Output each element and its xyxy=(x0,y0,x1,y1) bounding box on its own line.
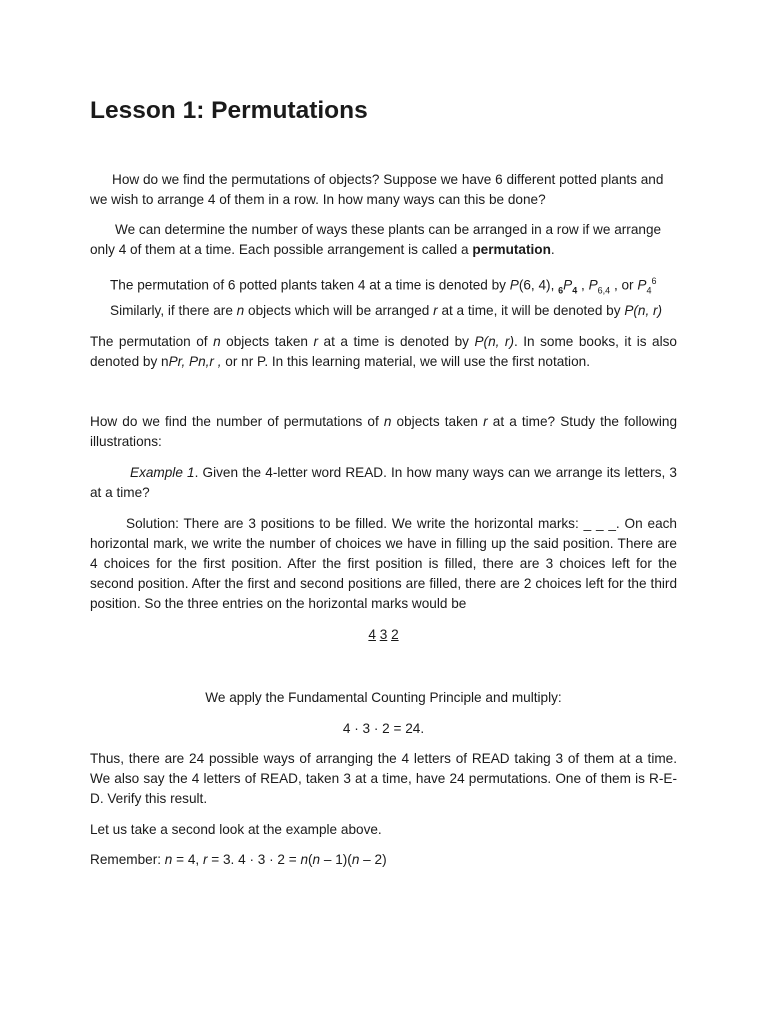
paragraph-fcp: We apply the Fundamental Counting Principle and multiply: xyxy=(205,690,562,705)
paragraph-question: How do we find the number of permutations of n objects taken r at a time? Study the following illustrations: xyxy=(90,414,678,449)
term-permutation: permutation xyxy=(472,242,551,257)
paragraph-second-look: Let us take a second look at the example above. xyxy=(90,822,382,837)
entry-first: 4 xyxy=(368,627,376,642)
entries-line xyxy=(90,625,677,645)
paragraph-remember: Remember: n = 4, r = 3. 4 · 3 · 2 = n(n – 1)(n – 2) xyxy=(90,852,387,867)
paragraph-intro: How do we find the permutations of objects? Suppose we have 6 different potted plants and we wish to arrange 4 of them in a row. In how many ways can this be done? xyxy=(90,172,664,207)
paragraph-notation: The permutation of 6 potted plants taken 4 at a time is denoted by P(6, 4), $_6P_4$ , $P_{6,4}$ , or $P_4^6$ xyxy=(110,276,657,296)
entry-second: 3 xyxy=(379,627,388,642)
example-label: Example 1 xyxy=(130,465,195,480)
paragraph-definition: We can determine the number of ways these plants can be arranged in a row if we arrange only 4 of them at a time. Each possible arrangement is called a permutation. xyxy=(90,222,662,257)
entry-third: 2 xyxy=(391,627,399,642)
equation-product: 4 · 3 · 2 = 24. xyxy=(342,721,425,736)
paragraph-general-notation: Similarly, if there are n objects which will be arranged r at a time, it will be denoted by P(n, r) xyxy=(110,303,663,318)
paragraph-conclusion: Thus, there are 24 possible ways of arranging the 4 letters of READ taking 3 of them at a time. We also say the 4 letters of READ, taken 3 at a time, have 24 permutations. One of them is R-E-D. Verify this result. xyxy=(90,751,677,806)
page-title: Lesson 1: Permutations xyxy=(90,97,368,124)
paragraph-solution: Solution: There are 3 positions to be filled. We write the horizontal marks: _ _ _. On each horizontal mark, we write the number of choices we have in filling up the said position. There are 4 choices for the first position. After the first position is filled, there are 3 choices left for the second position. After the first and second positions are filled, there are 2 choices left for the third position. So the three entries on the horizontal marks would be xyxy=(90,516,677,611)
example-1: Example 1. Given the 4-letter word READ. In how many ways can we arrange its letters, 3 at a time? xyxy=(90,465,677,500)
paragraph-alt-notation: The permutation of n objects taken r at a time is denoted by P(n, r). In some books, it is also denoted by nPr, Pn,r , or nr P. In this learning material, we will use the first notation. xyxy=(90,334,677,369)
